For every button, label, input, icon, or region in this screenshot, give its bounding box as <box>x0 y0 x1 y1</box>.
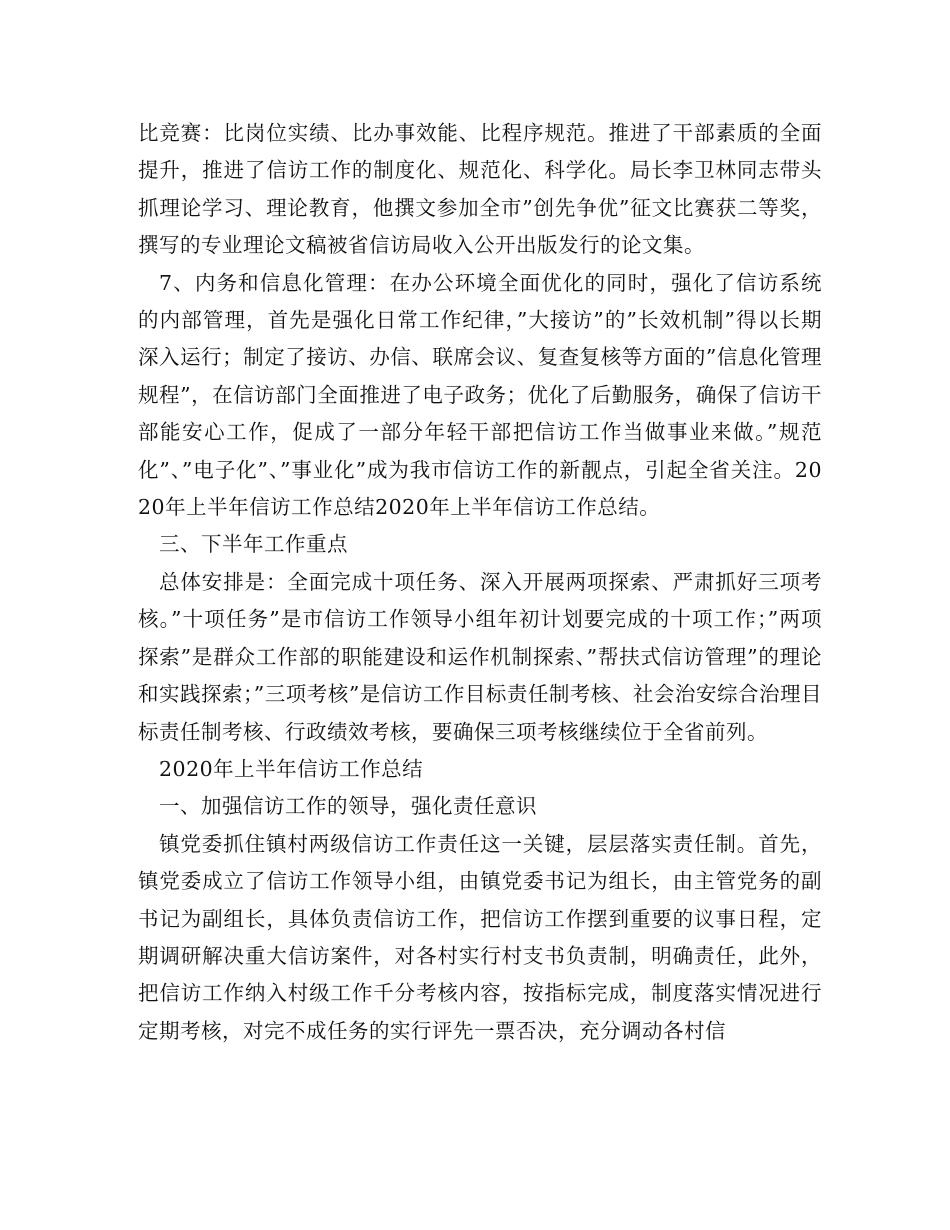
document-body <box>138 115 822 1050</box>
document-title: 2020年上半年信访工作总结 <box>159 756 424 781</box>
paragraph-internal-affairs: 7、内务和信息化管理：在办公环境全面优化的同时，强化了信访系统的内部管理，首先是强化日常工作纪律，”大接访”的”长效机制”得以长期深入运行；制定了接访、办信、联席会议、复查复核等方面的”信息化管理规程”，在信访部门全面推进了电子政务；优化了后勤服务，确保了信访干部能安心工作，促成了一部分年轻干部把信访工作当做事业来做。”规范化”、”电子化”、”事业化”成为我市信访工作的新靓点，引起全省关注。2020年上半年信访工作总结2020年上半年信访工作总结。 <box>138 270 822 520</box>
paragraph-continuation: 比竞赛：比岗位实绩、比办事效能、比程序规范。推进了干部素质的全面提升，推进了信访工作的制度化、规范化、科学化。局长李卫林同志带头抓理论学习、理论教育，他撰文参加全市”创先争优”征文比赛获二等奖，撰写的专业理论文稿被省信访局收入公开出版发行的论文集。 <box>138 121 822 258</box>
section-heading-leadership: 一、加强信访工作的领导，强化责任意识 <box>159 794 537 819</box>
section-heading-second-half-priorities: 三、下半年工作重点 <box>159 532 348 557</box>
paragraph-overall-arrangement: 总体安排是：全面完成十项任务、深入开展两项探索、严肃抓好三项考核。”十项任务”是市信访工作领导小组年初计划要完成的十项工作；”两项探索”是群众工作部的职能建设和运作机制探索、”帮扶式信访管理”的理论和实践探索；”三项考核”是信访工作目标责任制考核、社会治安综合治理目标责任制考核、行政绩效考核，要确保三项考核继续位于全省前列。 <box>138 569 822 744</box>
paragraph-party-committee: 镇党委抓住镇村两级信访工作责任这一关键，层层落实责任制。首先，镇党委成立了信访工作领导小组，由镇党委书记为组长，由主管党务的副书记为副组长，具体负责信访工作，把信访工作摆到重要的议事日程，定期调研解决重大信访案件，对各村实行村支书负责制，明确责任，此外，把信访工作纳入村级工作千分考核内容，按指标完成，制度落实情况进行定期考核，对完不成任务的实行评先一票否决，充分调动各村信 <box>138 831 822 1043</box>
